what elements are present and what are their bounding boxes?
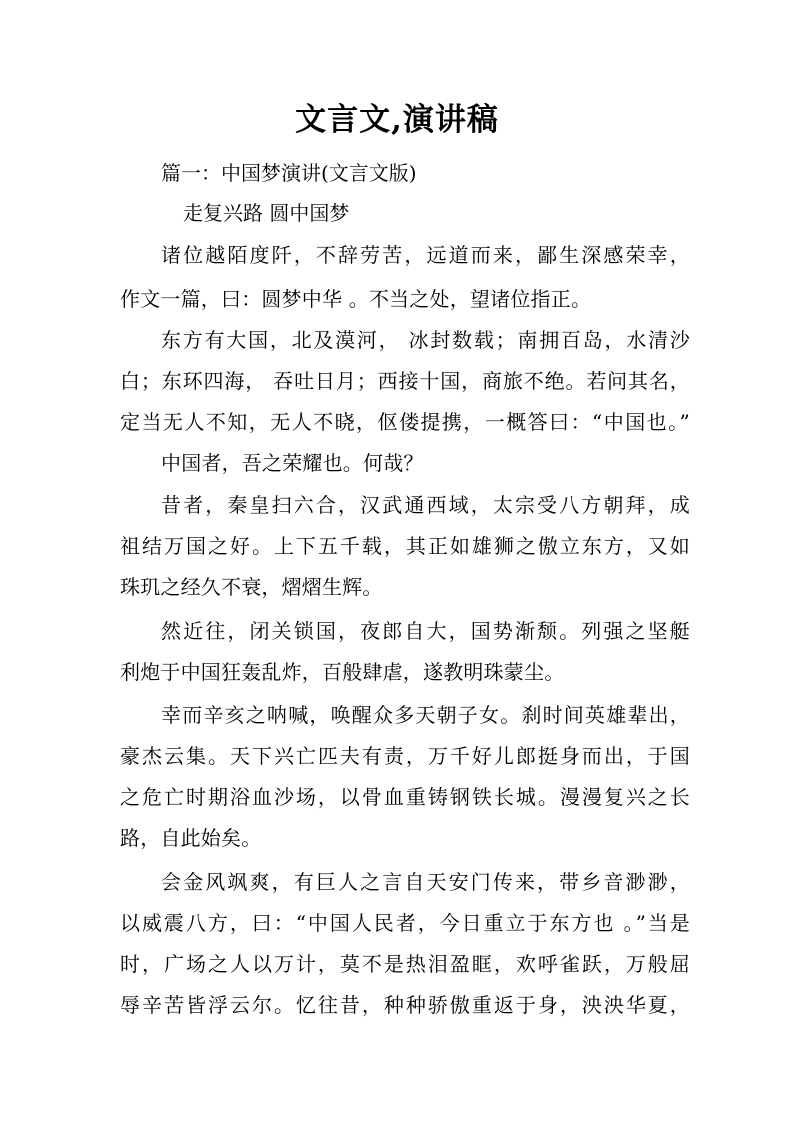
paragraph-line: 辱辛苦皆浮云尔。忆往昔，种种骄傲重返于身，泱泱华夏， <box>120 993 690 1017</box>
paragraph-line: 定当无人不知，无人不晓，伛偻提携，一概答曰：“中国也。” <box>120 410 690 434</box>
speech-subheading: 走复兴路 圆中国梦 <box>183 201 350 225</box>
paragraph-line: 利炮于中国狂轰乱炸，百般肆虐，遂教明珠蒙尘。 <box>120 660 565 684</box>
paragraph-line: 珠玑之经久不衰，熠熠生辉。 <box>120 575 383 599</box>
section-heading: 篇一：中国梦演讲(文言文版) <box>161 161 417 185</box>
paragraph-line: 诸位越陌度阡，不辞劳苦，远道而来，鄙生深感荣幸， <box>161 243 690 267</box>
paragraph-line: 然近往，闭关锁国，夜郎自大，国势渐颓。列强之坚艇 <box>161 619 690 643</box>
paragraph-line: 会金风飒爽，有巨人之言自天安门传来，带乡音渺渺， <box>161 870 690 894</box>
paragraph-line: 豪杰云集。天下兴亡匹夫有责，万千好儿郎挺身而出，于国 <box>120 744 690 768</box>
paragraph-line: 中国者，吾之荣耀也。何哉？ <box>161 451 424 475</box>
paragraph-line: 幸而辛亥之呐喊，唤醒众多天朝子女。刹时间英雄辈出， <box>161 703 690 727</box>
paragraph-line: 路，自此始矣。 <box>120 826 262 850</box>
document-title: 文言文,演讲稿 <box>295 102 499 138</box>
paragraph-line: 祖结万国之好。上下五千载，其正如雄狮之傲立东方，又如 <box>120 534 690 558</box>
paragraph-line: 白；东环四海， 吞吐日月；西接十国，商旅不绝。若问其名， <box>120 369 690 393</box>
paragraph-line: 东方有大国，北及漠河， 冰封数载；南拥百岛，水清沙 <box>161 328 690 352</box>
paragraph-line: 作文一篇，曰：圆梦中华 。不当之处，望诸位指正。 <box>120 287 592 311</box>
paragraph-line: 昔者，秦皇扫六合，汉武通西域，太宗受八方朝拜，成 <box>161 493 690 517</box>
paragraph-line: 之危亡时期浴血沙场，以骨血重铸钢铁长城。漫漫复兴之长 <box>120 785 690 809</box>
paragraph-line: 时，广场之人以万计，莫不是热泪盈眶，欢呼雀跃，万般屈 <box>120 952 690 976</box>
paragraph-line: 以威震八方，曰：“中国人民者，今日重立于东方也 。”当是 <box>120 911 690 935</box>
